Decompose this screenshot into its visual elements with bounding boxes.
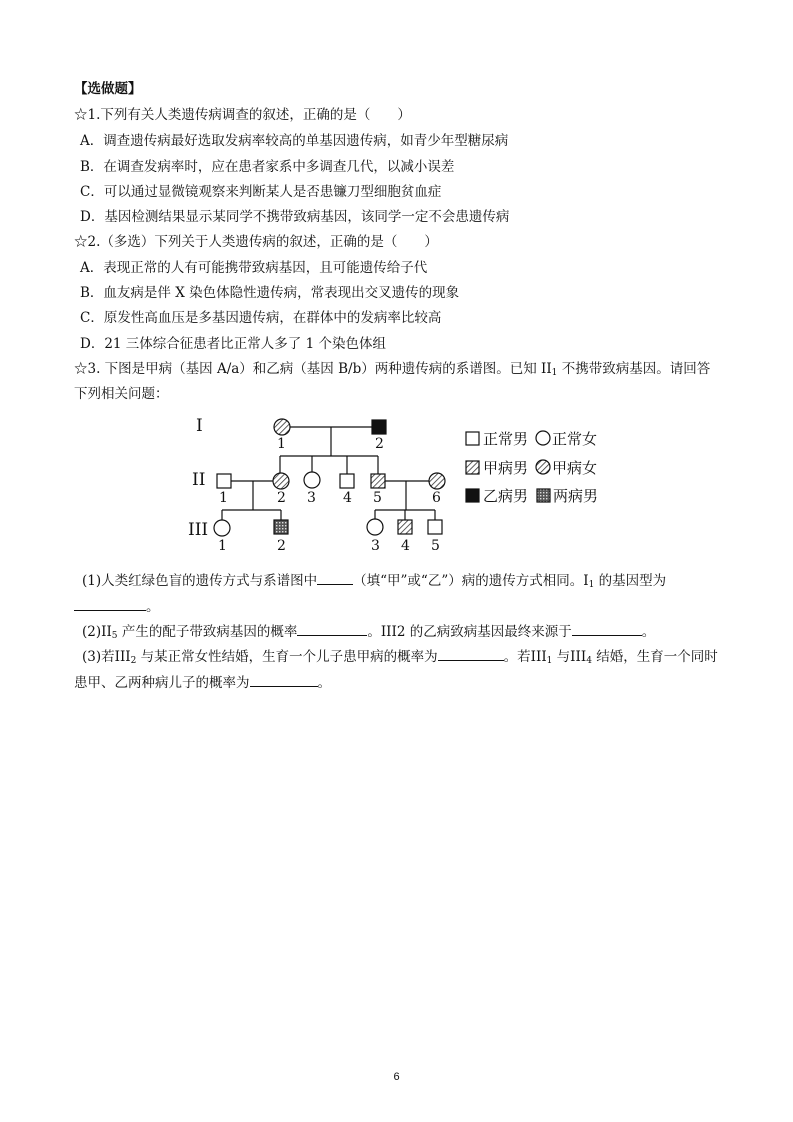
q3-p1-sub: 1 xyxy=(588,580,595,590)
q3-stem-sub: 1 xyxy=(551,368,558,378)
q3-p2-end: 。 xyxy=(641,624,656,640)
legend-a-male: 甲病男 xyxy=(483,459,529,477)
ii2-number: 2 xyxy=(277,490,286,506)
iii5-number: 5 xyxy=(431,538,440,554)
legend-normal-female: 正常女 xyxy=(552,430,598,448)
iii5-normal-male xyxy=(428,520,442,534)
legend-normal-male-symbol xyxy=(466,432,479,445)
q3-p3-blank-2[interactable] xyxy=(250,674,318,687)
ii6-a-female xyxy=(429,473,445,489)
i2-b-male xyxy=(372,420,386,434)
q1-stem: ☆1.下列有关人类遗传病调查的叙述，正确的是（ ） xyxy=(74,107,411,123)
q3-p1-blank-2[interactable] xyxy=(74,598,146,611)
q3-p3-blank-1[interactable] xyxy=(438,648,504,661)
iii3-normal-female xyxy=(367,519,383,535)
ii1-normal-male xyxy=(217,474,231,488)
ii3-normal-female xyxy=(304,472,320,488)
q3-p3-sub-2: 1 xyxy=(546,656,553,666)
q2-option-a: A．表现正常的人有可能携带致病基因，且可能遗传给子代 xyxy=(80,260,428,276)
ii3-number: 3 xyxy=(307,490,316,506)
q3-stem-text-a: ☆3. 下图是甲病（基因 A/a）和乙病（基因 B/b）两种遗传病的系谱图。已知 II xyxy=(74,361,552,377)
q1-option-d: D．基因检测结果显示某同学不携带致病基因，该同学一定不会患遗传病 xyxy=(80,209,510,225)
q3-p2-sub: 5 xyxy=(111,631,118,641)
iii3-number: 3 xyxy=(371,538,380,554)
ii1-number: 1 xyxy=(219,490,228,506)
q3-p3-text-c: 。若III xyxy=(503,649,547,665)
legend-a-female: 甲病女 xyxy=(552,459,598,477)
q3-p2-text-c: 。III2 的乙病致病基因最终来源于 xyxy=(367,624,572,640)
legend-b-male-symbol xyxy=(466,489,479,502)
q3-p2-blank-2[interactable] xyxy=(572,623,642,636)
pedigree-lines xyxy=(222,427,435,520)
q2-option-d: D．21 三体综合征患者比正常人多了 1 个染色体组 xyxy=(80,336,386,352)
iii4-a-male xyxy=(398,520,412,534)
q3-p1-end: 。 xyxy=(146,599,160,615)
iii4-number: 4 xyxy=(401,538,410,554)
q1-option-a: A．调查遗传病最好选取发病率较高的单基因遗传病，如青少年型糖尿病 xyxy=(80,133,509,149)
iii1-normal-female xyxy=(214,520,230,536)
ii6-number: 6 xyxy=(432,490,441,506)
iii2-both-male xyxy=(274,520,288,534)
ii5-number: 5 xyxy=(373,490,382,506)
q3-part1-line2 xyxy=(74,598,160,616)
page-number: 6 xyxy=(393,1071,400,1083)
q3-part3-line2 xyxy=(74,674,331,692)
q3-p3-sub-1: 2 xyxy=(130,656,137,666)
q3-p1-blank-1[interactable] xyxy=(317,572,353,585)
ii4-normal-male xyxy=(340,474,354,488)
legend-both-male-symbol xyxy=(537,489,550,502)
iii2-number: 2 xyxy=(277,538,286,554)
q3-stem-line2: 下列相关问题： xyxy=(74,386,169,402)
q3-p3-sub-3: 4 xyxy=(586,656,592,666)
q3-part1-line1 xyxy=(82,572,666,594)
i2-number: 2 xyxy=(375,436,384,452)
q3-part2 xyxy=(82,623,655,645)
q3-p3-text-a: (3)若III xyxy=(82,649,131,665)
section-title: 【选做题】 xyxy=(74,81,142,97)
q3-p3-end: 。 xyxy=(317,675,331,691)
ii5-a-male xyxy=(371,474,385,488)
q3-p3-text-b: 与某正常女性结婚，生育一个儿子患甲病的概率为 xyxy=(136,649,438,665)
q2-stem: ☆2.（多选）下列关于人类遗传病的叙述，正确的是（ ） xyxy=(74,234,438,250)
legend-a-female-symbol xyxy=(536,460,550,474)
ii2-a-female xyxy=(273,473,289,489)
q3-p2-text-b: 产生的配子带致病基因的概率 xyxy=(117,624,298,640)
q3-p1-text-c: 的基因型为 xyxy=(594,573,667,589)
q3-p1-text-b: （填“甲”或“乙”）病的遗传方式相同。I xyxy=(353,573,589,589)
legend-b-male: 乙病男 xyxy=(483,487,529,505)
gen-label-1: I xyxy=(196,416,203,436)
q3-p3-line2-text: 患甲、乙两种病儿子的概率为 xyxy=(74,675,250,691)
legend-a-male-symbol xyxy=(466,461,479,474)
iii1-number: 1 xyxy=(218,538,227,554)
q3-p2-text-a: (2)II xyxy=(82,624,112,640)
gen-label-2: II xyxy=(192,470,206,490)
gen-label-3: III xyxy=(188,520,209,540)
i1-number: 1 xyxy=(277,436,286,452)
q3-p3-text-d: 与III xyxy=(552,649,587,665)
ii4-number: 4 xyxy=(343,490,352,506)
q3-stem-text-b: 不携带致病基因。请回答 xyxy=(557,361,711,377)
q2-option-b: B．血友病是伴 X 染色体隐性遗传病，常表现出交叉遗传的现象 xyxy=(80,285,460,301)
legend-normal-male: 正常男 xyxy=(483,430,529,448)
q3-part3-line1 xyxy=(82,648,718,670)
legend-both-male: 两病男 xyxy=(553,487,599,505)
q1-option-b: B．在调查发病率时，应在患者家系中多调查几代，以减小误差 xyxy=(80,159,455,175)
legend-normal-female-symbol xyxy=(536,431,550,445)
q1-option-c: C．可以通过显微镜观察来判断某人是否患镰刀型细胞贫血症 xyxy=(80,184,442,200)
q2-option-c: C．原发性高血压是多基因遗传病，在群体中的发病率比较高 xyxy=(80,310,442,326)
i1-a-female xyxy=(274,419,290,435)
q3-p3-text-e: 结婚，生育一个同时 xyxy=(591,649,718,665)
q3-p1-text-a: (1)人类红绿色盲的遗传方式与系谱图中 xyxy=(82,573,318,589)
q3-p2-blank-1[interactable] xyxy=(297,623,367,636)
